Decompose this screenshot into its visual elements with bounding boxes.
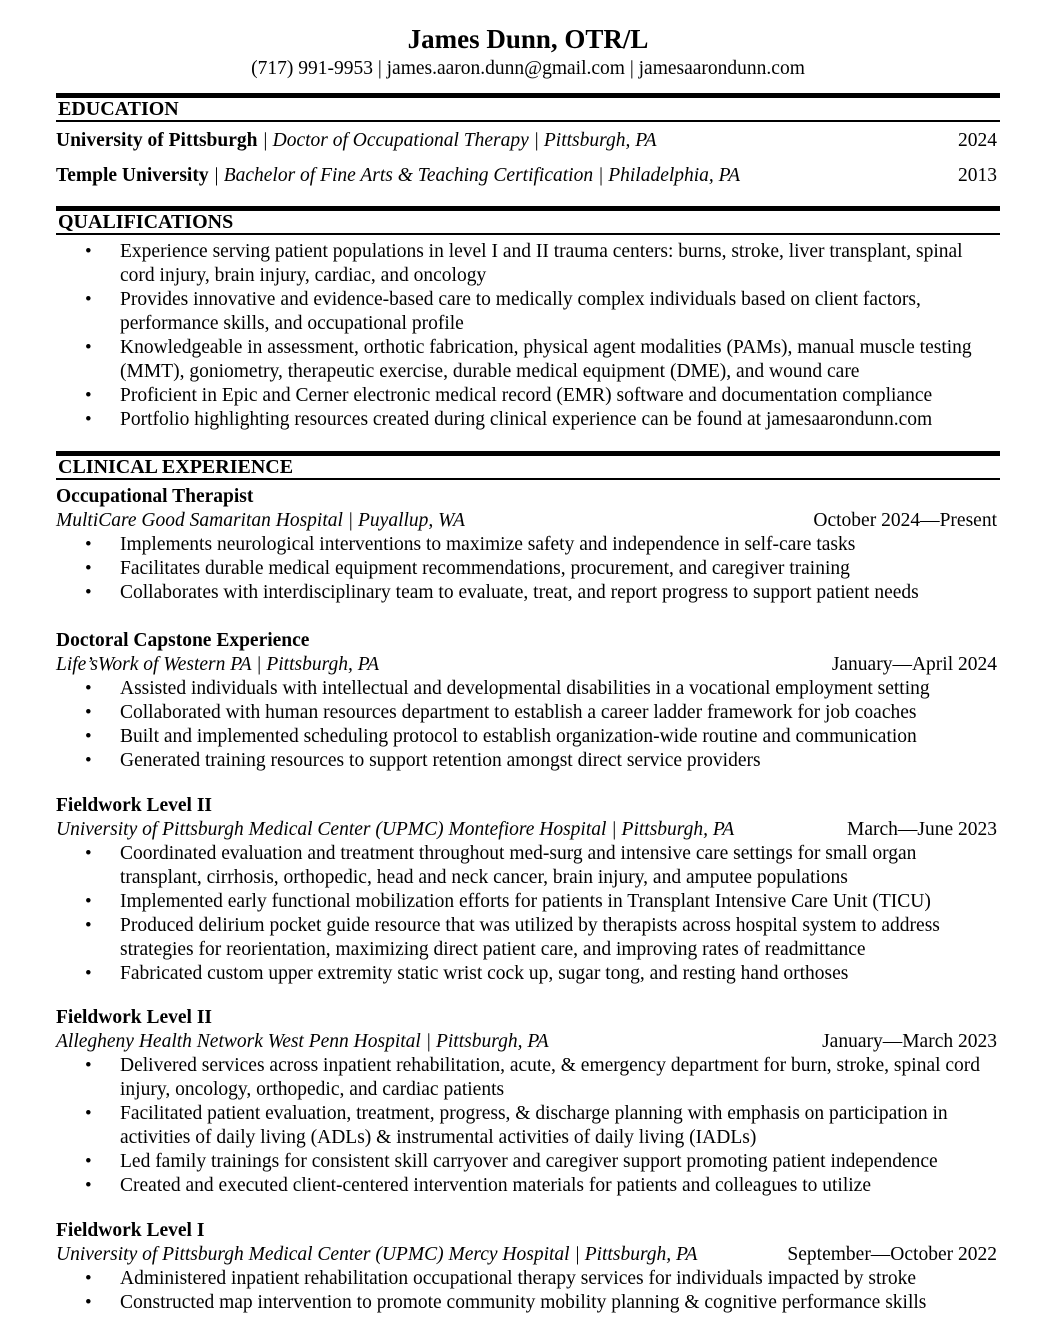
list-item: • Facilitated patient evaluation, treatment, progress, & discharge planning with emphasis on participation in activities of daily living (ADLs) & instrumental activities of daily living (IADLs) (85, 1103, 948, 1148)
employer-location: Life’sWork of Western PA | Pittsburgh, PA (56, 654, 379, 675)
graduation-year: 2013 (958, 165, 997, 186)
contact-line: (717) 991-9953 | james.aaron.dunn@gmail.com | jamesaarondunn.com (251, 58, 805, 79)
job-bullets (56, 1054, 1000, 1198)
employer-location: Allegheny Health Network West Penn Hospital | Pittsburgh, PA (56, 1031, 549, 1052)
job-title: Occupational Therapist (56, 486, 254, 507)
list-item: • Delivered services across inpatient rehabilitation, acute, & emergency department for burn, stroke, spinal cord injury, oncology, orthopedic, and cardiac patients (85, 1055, 981, 1100)
job-dates: January—April 2024 (831, 654, 997, 675)
list-item: • Implemented early functional mobilization efforts for patients in Transplant Intensive Care Unit (TICU) (85, 891, 931, 912)
job-employer-row (56, 509, 1000, 533)
employer-location: University of Pittsburgh Medical Center (UPMC) Mercy Hospital | Pittsburgh, PA (56, 1244, 698, 1265)
list-item: • Built and implemented scheduling protocol to establish organization-wide routine and communication (85, 726, 917, 747)
list-item: • Knowledgeable in assessment, orthotic fabrication, physical agent modalities (PAMs), manual muscle testing (MMT), goniometry, therapeutic exercise, durable medical equipment (DME), and wound care (85, 337, 972, 382)
job-bullets (56, 677, 1000, 773)
job-dates: September—October 2022 (787, 1244, 997, 1265)
list-item: • Produced delirium pocket guide resource that was utilized by therapists across hospital system to address strategies for reorientation, maximizing direct patient care, and improving rates of readmittance (85, 915, 940, 960)
list-item: • Facilitates durable medical equipment recommendations, procurement, and caregiver training (85, 558, 850, 579)
degree-detail: | Doctor of Occupational Therapy | Pittsburgh, PA (262, 130, 657, 151)
list-item: • Constructed map intervention to promote community mobility planning & cognitive performance skills (85, 1292, 927, 1313)
experience-section-header (56, 451, 1000, 480)
graduation-year: 2024 (958, 130, 997, 151)
job-bullets (56, 1267, 1000, 1315)
list-item: • Created and executed client-centered intervention materials for patients and colleagues to utilize (85, 1175, 871, 1196)
job-employer-row (56, 1243, 1000, 1267)
job-employer-row (56, 653, 1000, 677)
list-item: • Assisted individuals with intellectual and developmental disabilities in a vocational employment setting (85, 678, 930, 699)
list-item: • Administered inpatient rehabilitation occupational therapy services for individuals impacted by stroke (85, 1268, 917, 1289)
list-item: • Fabricated custom upper extremity static wrist cock up, sugar tong, and resting hand orthoses (85, 963, 849, 984)
education-entry (56, 164, 1000, 188)
degree-detail: | Bachelor of Fine Arts & Teaching Certification | Philadelphia, PA (213, 165, 740, 186)
list-item: • Provides innovative and evidence-based care to medically complex individuals based on client factors, performance skills, and occupational profile (85, 289, 921, 334)
school-name: University of Pittsburgh (56, 130, 258, 151)
list-item: • Portfolio highlighting resources created during clinical experience can be found at jamesaarondunn.com (85, 409, 933, 430)
section-title-experience: CLINICAL EXPERIENCE (58, 456, 294, 478)
section-title-education: EDUCATION (58, 98, 179, 120)
list-item: • Led family trainings for consistent skill carryover and caregiver support promoting patient independence (85, 1151, 938, 1172)
job-title: Fieldwork Level I (56, 1220, 205, 1241)
list-item: • Collaborated with human resources department to establish a career ladder framework for job coaches (85, 702, 917, 723)
list-item: • Implements neurological interventions to maximize safety and independence in self-care tasks (85, 534, 856, 555)
list-item: • Experience serving patient populations in level I and II trauma centers: burns, stroke, liver transplant, spinal cord injury, brain injury, cardiac, and oncology (85, 241, 963, 286)
job-employer-row (56, 1030, 1000, 1054)
job-dates: January—March 2023 (822, 1031, 997, 1052)
list-item: • Collaborates with interdisciplinary team to evaluate, treat, and report progress to support patient needs (85, 582, 919, 603)
job-dates: March—June 2023 (846, 819, 997, 840)
section-title-qualifications: QUALIFICATIONS (58, 211, 234, 233)
list-item: • Proficient in Epic and Cerner electronic medical record (EMR) software and documentation compliance (85, 385, 933, 406)
education-section-header (56, 93, 1000, 122)
qualifications-list (56, 240, 1000, 432)
job-bullets (56, 533, 1000, 605)
list-item: • Coordinated evaluation and treatment throughout med-surg and intensive care settings for small organ transplant, cirrhosis, orthopedic, head and neck cancer, brain injury, and amputee populations (85, 843, 917, 888)
education-entry (56, 129, 1000, 153)
school-name: Temple University (56, 165, 209, 186)
job-employer-row (56, 818, 1000, 842)
job-title: Fieldwork Level II (56, 1007, 212, 1028)
employer-location: MultiCare Good Samaritan Hospital | Puyallup, WA (56, 510, 465, 531)
job-bullets (56, 842, 1000, 986)
list-item: • Generated training resources to support retention amongst direct service providers (85, 750, 761, 771)
employer-location: University of Pittsburgh Medical Center (UPMC) Montefiore Hospital | Pittsburgh, PA (56, 819, 735, 840)
job-title: Fieldwork Level II (56, 795, 212, 816)
qualifications-section-header (56, 206, 1000, 235)
job-title: Doctoral Capstone Experience (56, 630, 310, 651)
candidate-name: James Dunn, OTR/L (407, 24, 649, 54)
job-dates: October 2024—Present (813, 510, 997, 531)
